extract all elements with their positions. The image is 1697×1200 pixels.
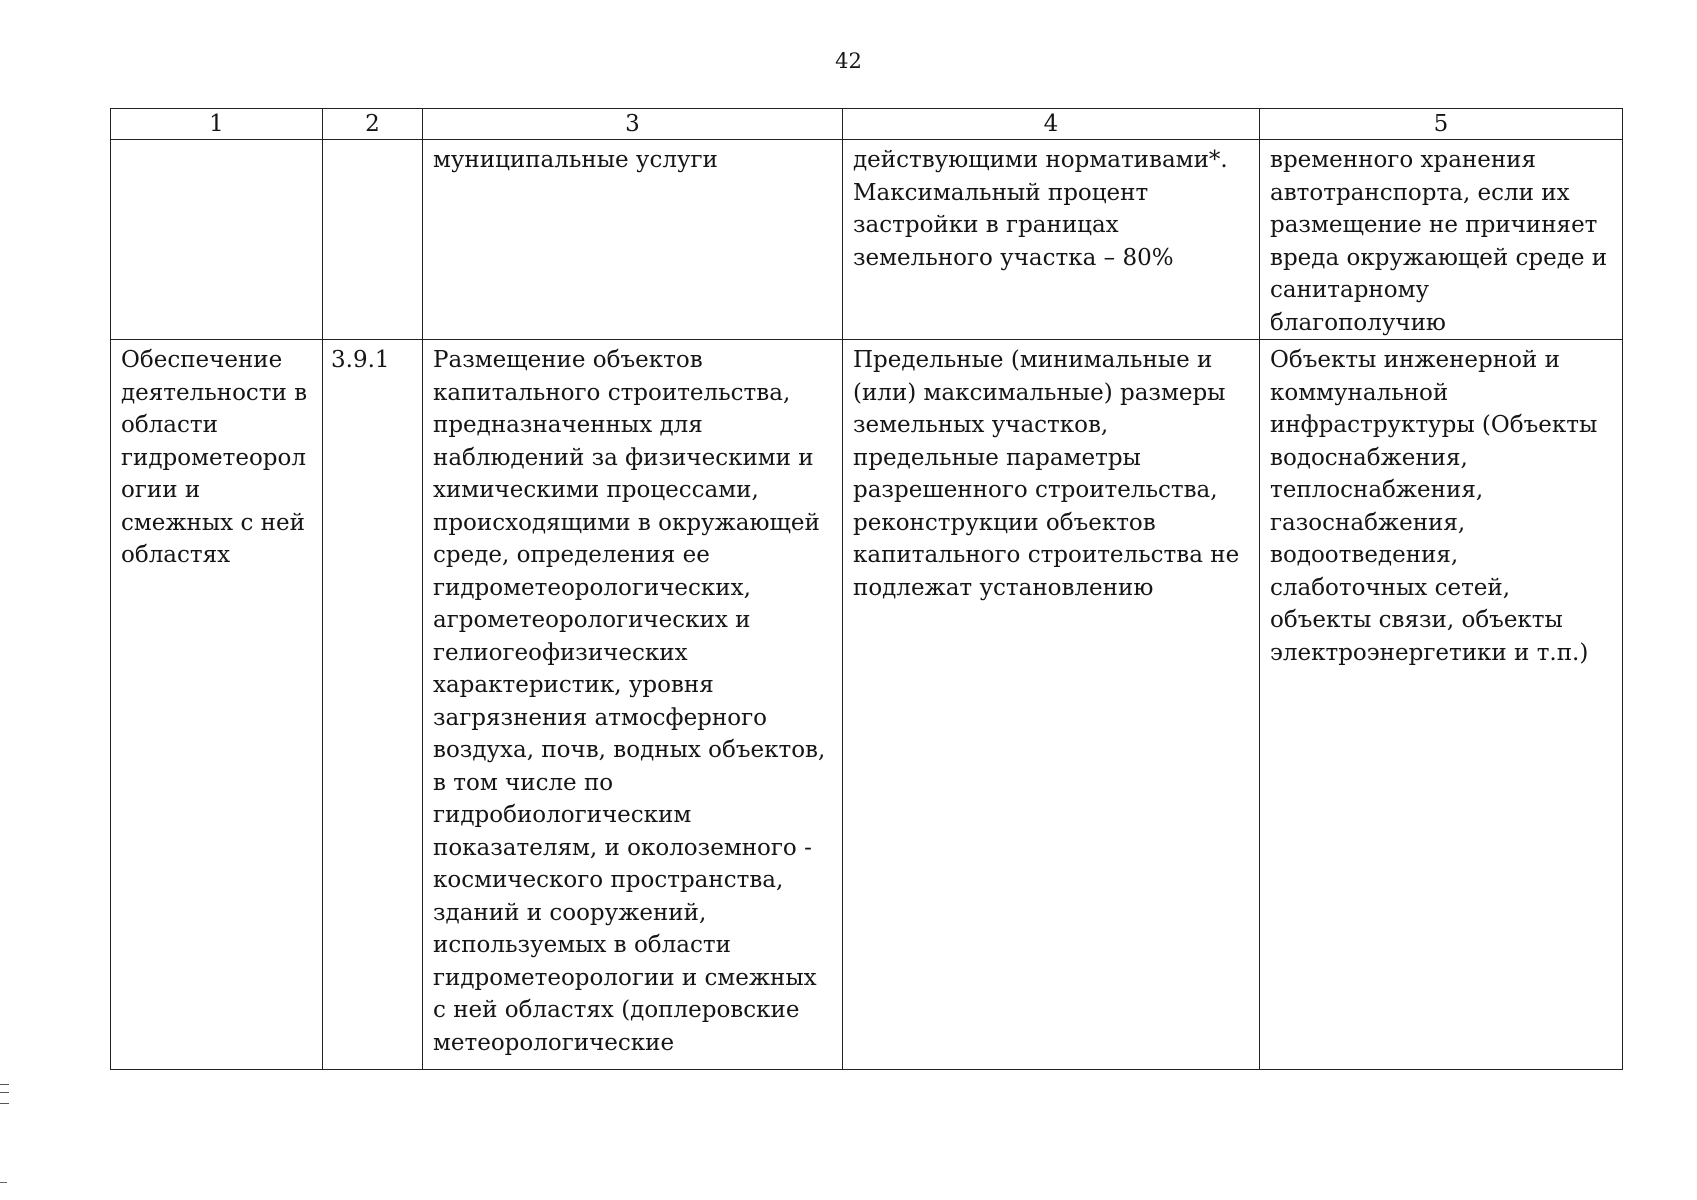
scan-margin-dash [0,1182,7,1183]
column-header-2: 2 [323,109,423,140]
table-row [111,140,1623,340]
auxiliary-uses-cell: временного хранения автотранспорта, если их размещение не причиняет вреда окружающей среде и санитарному благополучию [1260,140,1623,340]
auxiliary-uses-cell: Объекты инженерной и коммунальной инфраструктуры (Объекты водоснабжения, теплоснабжения, газоснабжения, водоотведения, слаботочных сетей, объекты связи, объекты электроэнергетики и т.п.) [1260,340,1623,1070]
column-header-3: 3 [423,109,843,140]
use-description-cell: муниципальные услуги [423,140,843,340]
scan-margin-mark [0,1084,9,1104]
table-header-row [111,109,1623,140]
use-name-cell [111,140,323,340]
column-header-5: 5 [1260,109,1623,140]
zoning-table [110,108,1623,1070]
parameters-cell: действующими нормативами*. Максимальный процент застройки в границах земельного участка – 80% [843,140,1260,340]
use-description-cell: Размещение объектов капитального строительства, предназначенных для наблюдений за физическими и химическими процессами, происходящими в окружающей среде, определения ее гидрометеорологических, агрометеорологических и гелиогеофизических характеристик, уровня загрязнения атмосферного воздуха, почв, водных объектов, в том числе по гидробиологическим показателям, и околоземного - космического пространства, зданий и сооружений, используемых в области гидрометеорологии и смежных с ней областях (доплеровские метеорологические [423,340,843,1070]
page-number: 42 [835,49,862,73]
use-name-cell: Обеспечение деятельности в области гидрометеорол огии и смежных с ней областях [111,340,323,1070]
column-header-4: 4 [843,109,1260,140]
use-code-cell [323,140,423,340]
column-header-1: 1 [111,109,323,140]
table-row [111,340,1623,1070]
parameters-cell: Предельные (минимальные и (или) максимальные) размеры земельных участков, предельные параметры разрешенного строительства, реконструкции объектов капитального строительства не подлежат установлению [843,340,1260,1070]
use-code-cell: 3.9.1 [323,340,423,1070]
